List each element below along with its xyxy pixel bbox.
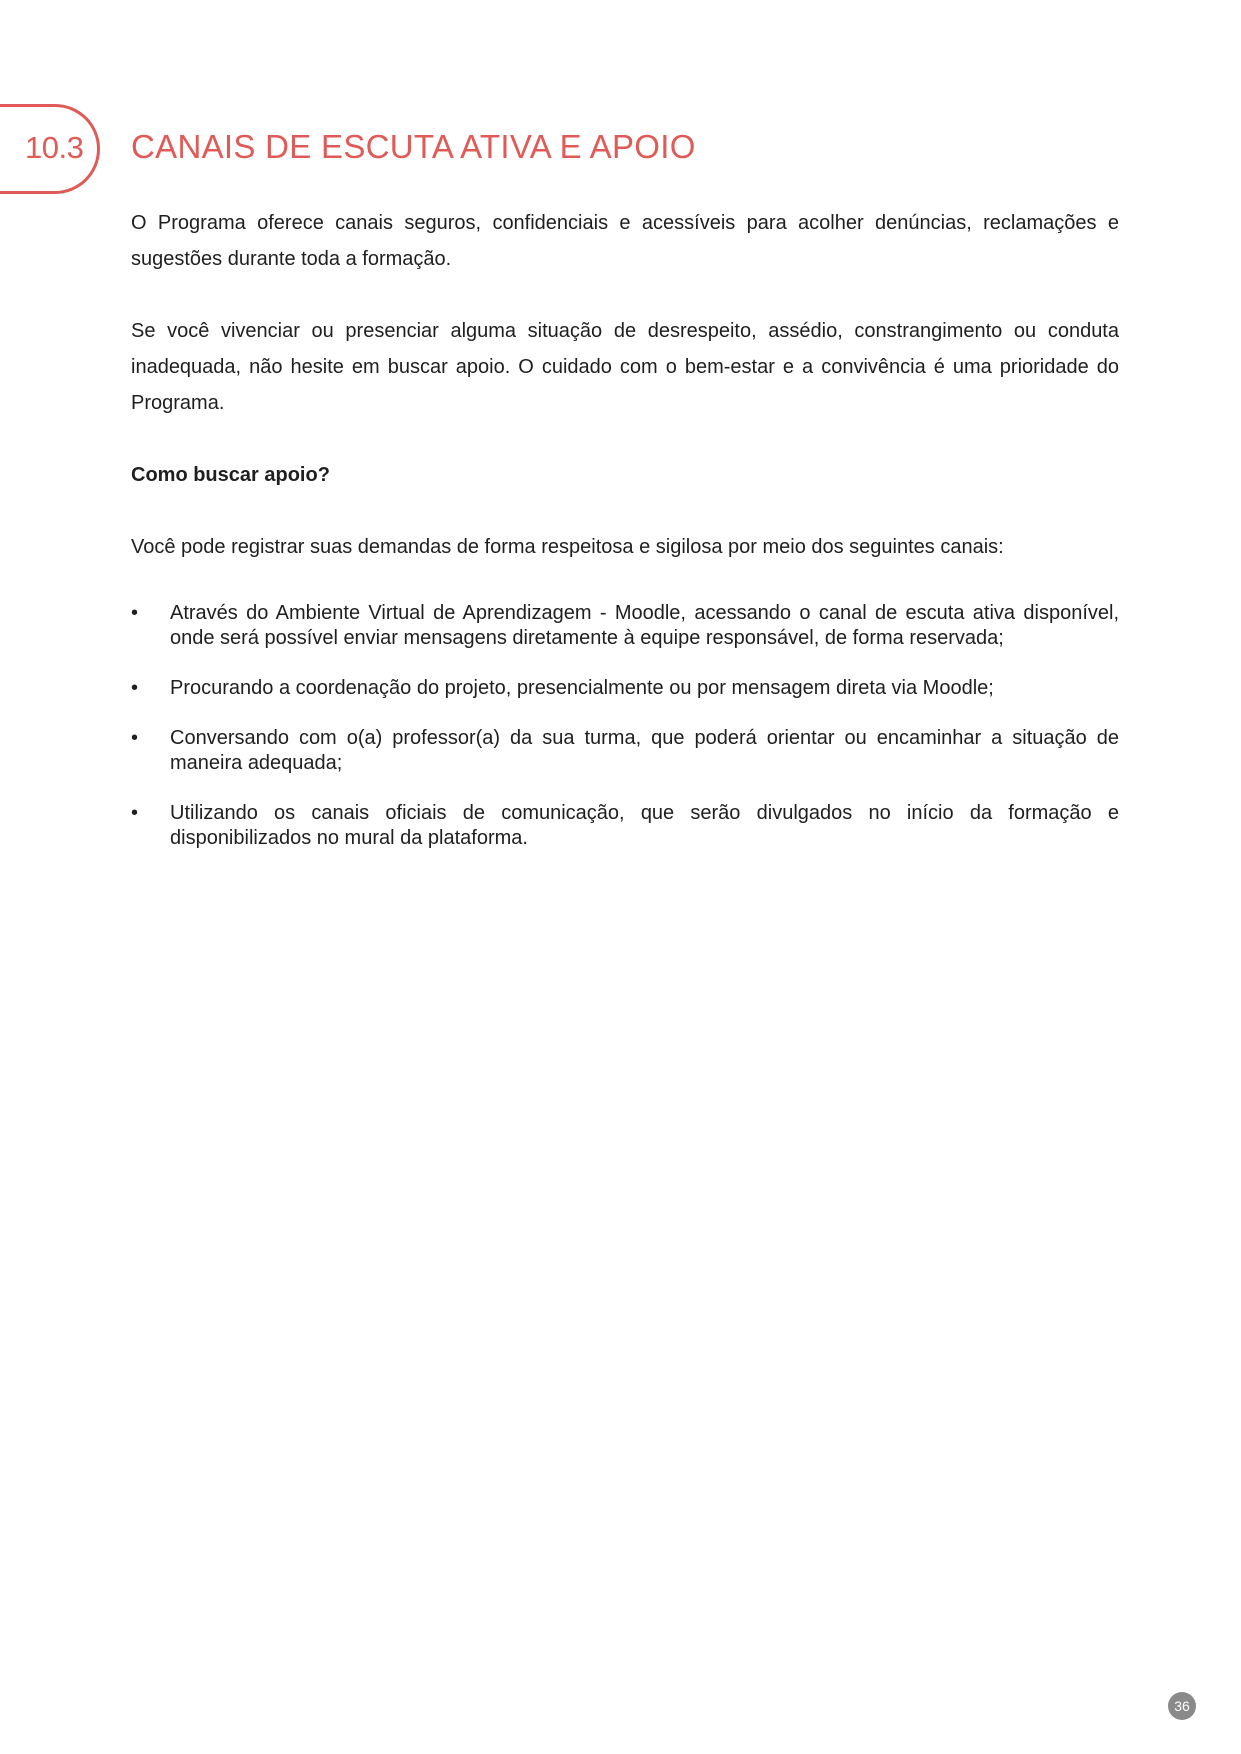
list-item <box>131 726 1119 776</box>
bullet-icon: • <box>131 802 139 824</box>
section-number: 10.3 <box>25 130 84 165</box>
bullet-icon: • <box>131 602 139 624</box>
list-item <box>131 676 1119 701</box>
page-number: 36 <box>1168 1692 1196 1720</box>
list-item-text: Através do Ambiente Virtual de Aprendizagem - Moodle, acessando o canal de escuta ativa disponível, onde será possível enviar mensagens diretamente à equipe responsável, de forma reservada; <box>170 602 1119 649</box>
bullet-icon: • <box>131 677 139 699</box>
channel-list <box>131 601 1119 851</box>
section-title: CANAIS DE ESCUTA ATIVA E APOIO <box>131 128 696 165</box>
subheading: Como buscar apoio? <box>131 464 330 486</box>
main-content <box>131 205 1119 876</box>
list-item-text: Utilizando os canais oficiais de comunicação, que serão divulgados no início da formação e disponibilizados no mural da plataforma. <box>170 802 1119 849</box>
paragraph-intro: O Programa oferece canais seguros, confidenciais e acessíveis para acolher denúncias, reclamações e sugestões durante toda a formação. <box>131 212 1119 270</box>
list-item-text: Conversando com o(a) professor(a) da sua turma, que poderá orientar ou encaminhar a situação de maneira adequada; <box>170 727 1119 774</box>
list-item <box>131 601 1119 651</box>
list-item <box>131 801 1119 851</box>
paragraph-channels-intro: Você pode registrar suas demandas de forma respeitosa e sigilosa por meio dos seguintes canais: <box>131 536 1004 558</box>
paragraph-support: Se você vivenciar ou presenciar alguma situação de desrespeito, assédio, constrangimento ou conduta inadequada, não hesite em buscar apoio. O cuidado com o bem-estar e a convivência é uma prioridade do Programa. <box>131 320 1119 414</box>
bullet-icon: • <box>131 727 139 749</box>
list-item-text: Procurando a coordenação do projeto, presencialmente ou por mensagem direta via Moodle; <box>170 677 994 699</box>
